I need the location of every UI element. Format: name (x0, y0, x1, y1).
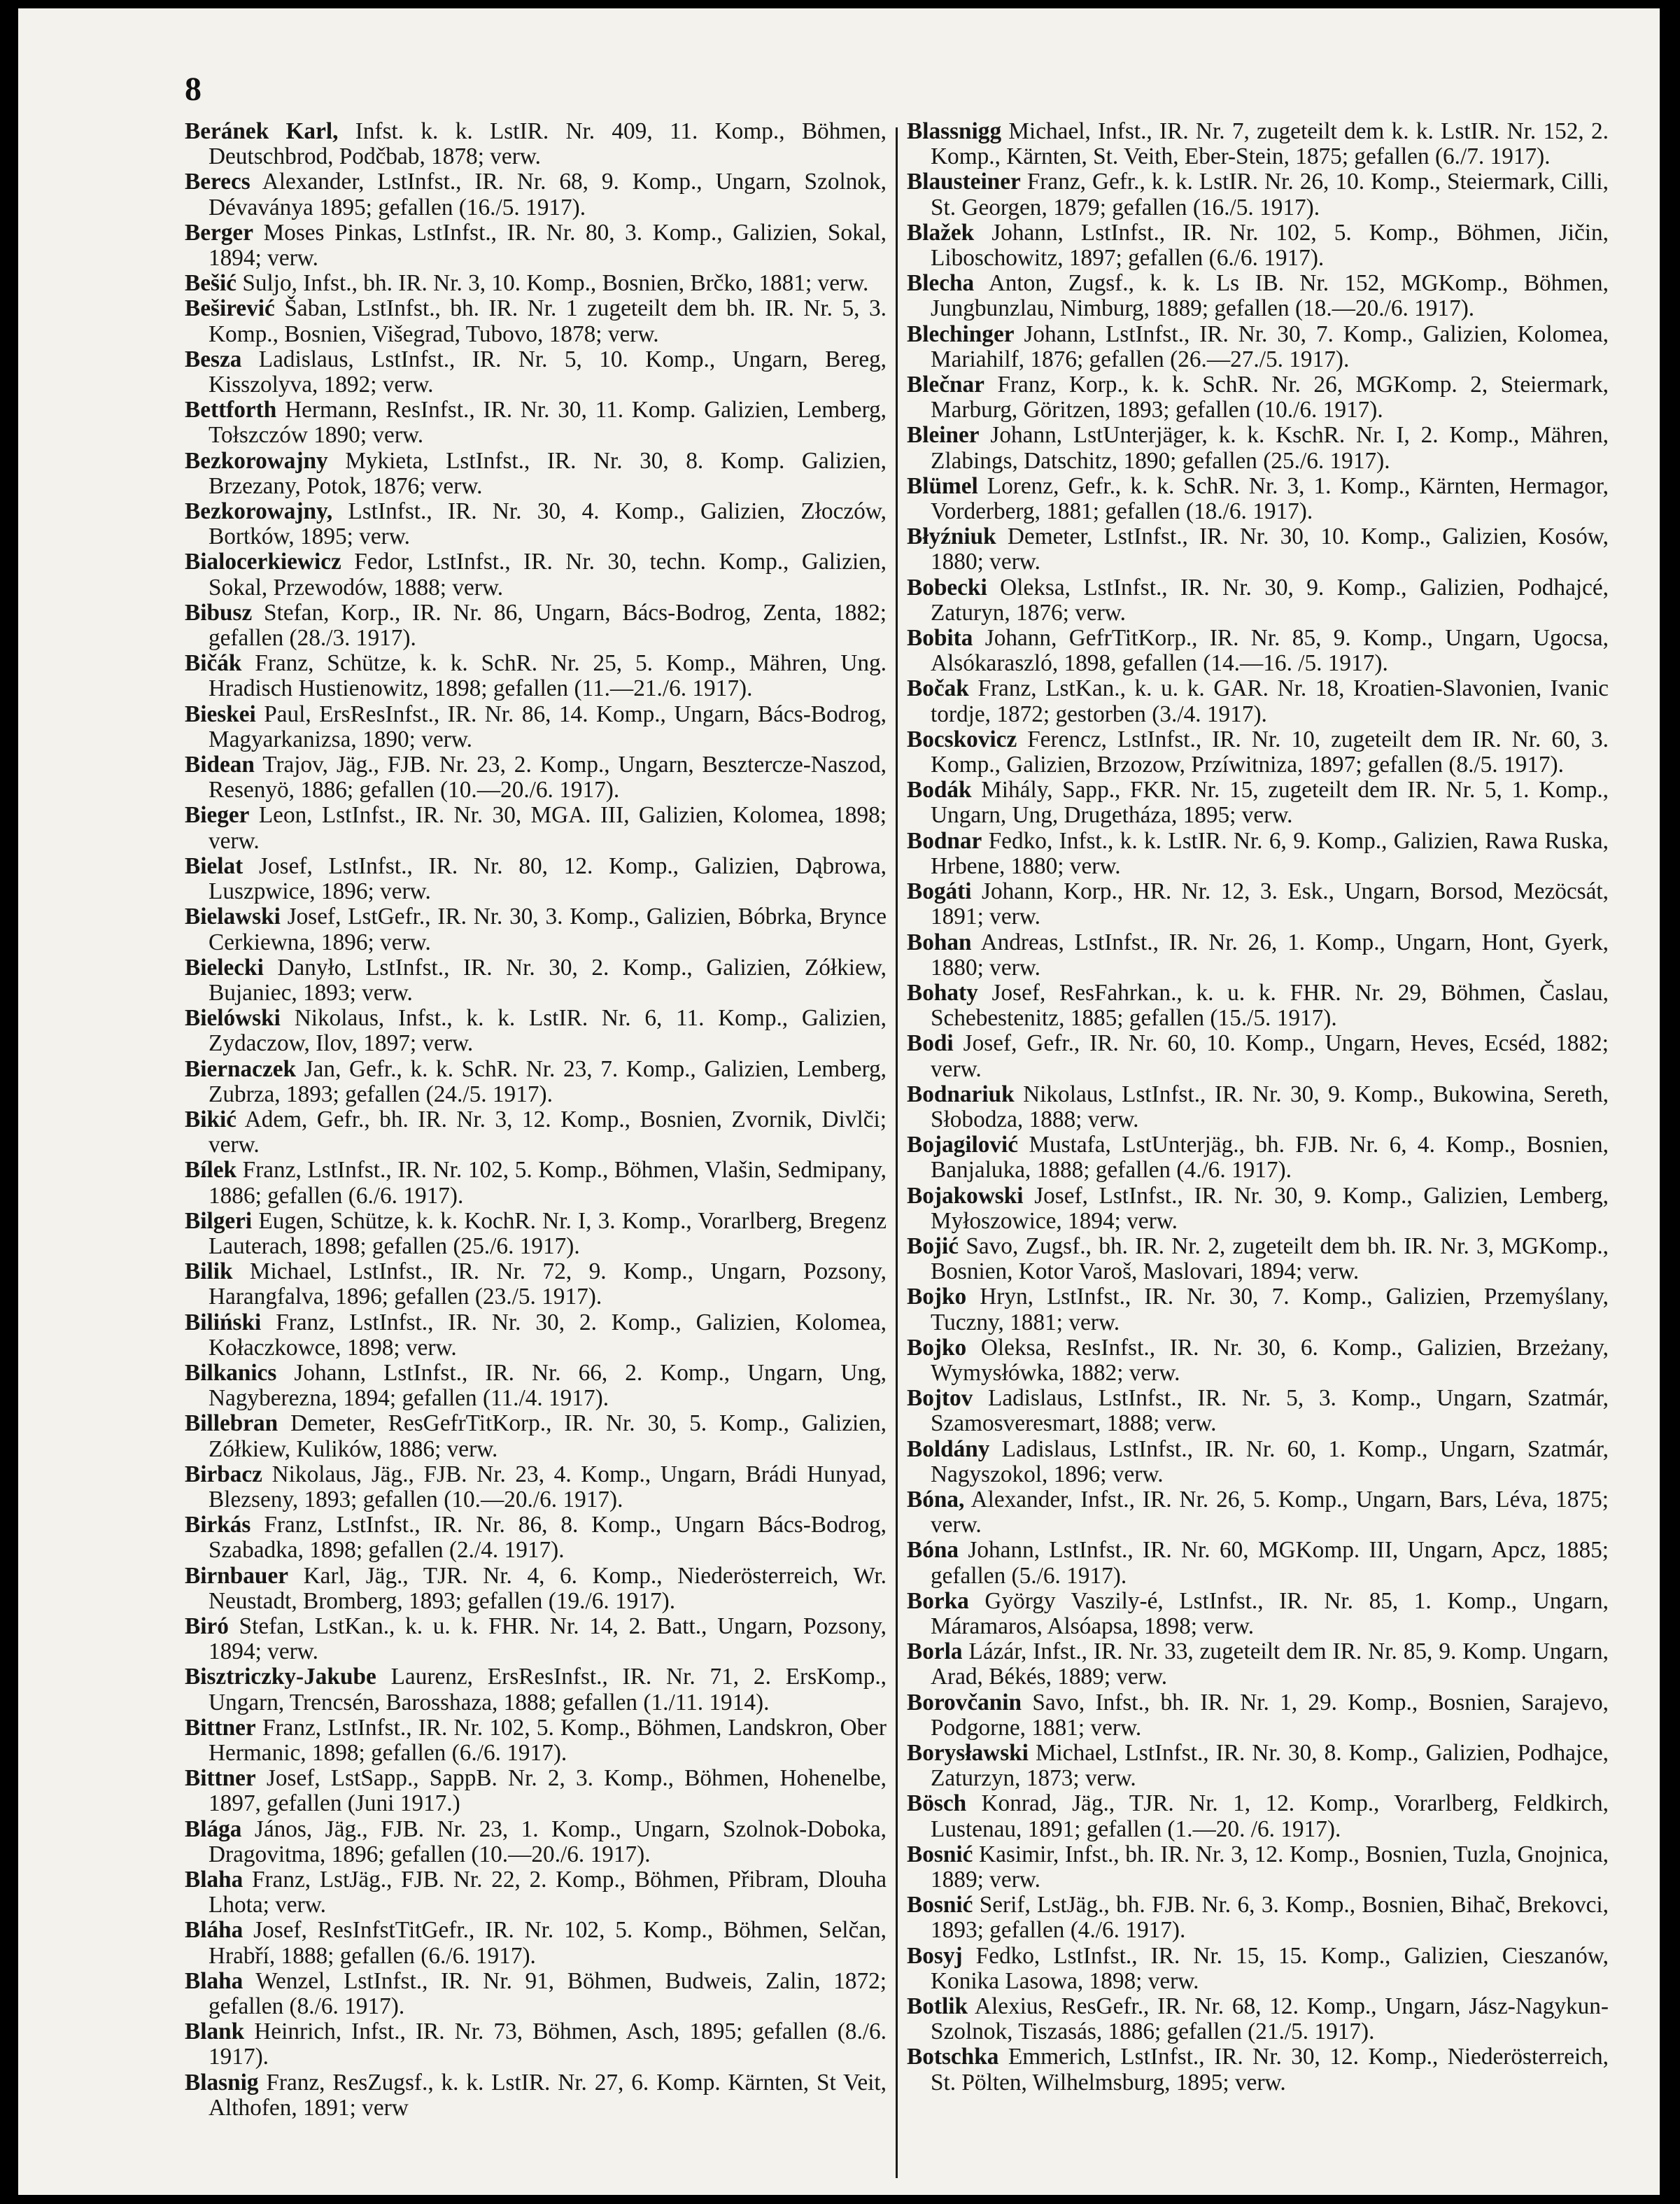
entry-surname: Bóna, (907, 1486, 965, 1512)
entry-surname: Bezkorowajny, (185, 498, 333, 525)
casualty-entry (907, 169, 1609, 220)
entry-details: Kasimir, Infst., bh. IR. Nr. 3, 12. Komp., Bosnien, Tuzla, Gnojnica, 1889; verw. (931, 1841, 1609, 1893)
entry-surname: Bettforth (185, 397, 277, 423)
entry-details: Franz, Korp., k. k. SchR. Nr. 26, MGKomp. 2, Steiermark, Marburg, Göritzen, 1893; gefallen (10./6. 1917). (931, 372, 1609, 423)
entry-details: Lázár, Infst., IR. Nr. 33, zugeteilt dem IR. Nr. 85, 9. Komp. Ungarn, Arad, Békés, 1889; verw. (931, 1638, 1609, 1690)
casualty-entry (907, 1538, 1609, 1588)
entry-surname: Bisztriczky-Jakube (185, 1664, 376, 1690)
casualty-entry (185, 1766, 887, 1816)
casualty-entry (907, 575, 1609, 626)
entry-surname: Bogáti (907, 878, 972, 905)
entry-details: Franz, ResZugsf., k. k. LstIR. Nr. 27, 6. Komp. Kärnten, St Veit, Althofen, 1891; verw (209, 2069, 887, 2121)
entry-details: Ladislaus, LstInfst., IR. Nr. 5, 10. Komp., Ungarn, Bereg, Kisszolyva, 1892; verw. (209, 346, 887, 398)
entry-surname: Beránek Karl, (185, 118, 339, 144)
entry-details: Nikolaus, Jäg., FJB. Nr. 23, 4. Komp., Ungarn, Brádi Hunyad, Blezseny, 1893; gefallen (10.—20./6. 1917). (209, 1461, 887, 1512)
casualty-entry (907, 1132, 1609, 1183)
casualty-entry (185, 1310, 887, 1361)
casualty-entry (907, 930, 1609, 981)
entry-surname: Blažek (907, 219, 975, 246)
casualty-entry (907, 879, 1609, 929)
casualty-entry (185, 220, 887, 271)
entry-surname: Bilik (185, 1258, 233, 1285)
entry-surname: Bojakowski (907, 1182, 1024, 1209)
entry-details: Johann, GefrTitKorp., IR. Nr. 85, 9. Komp., Ungarn, Ugocsa, Alsókaraszló, 1898, gefallen (14.—16. /5. 1917). (931, 625, 1609, 677)
entry-details: Nikolaus, LstInfst., IR. Nr. 30, 9. Komp., Bukowina, Sereth, Słobodza, 1888; verw. (931, 1081, 1609, 1132)
entry-surname: Billebran (185, 1410, 278, 1437)
casualty-entry (907, 1335, 1609, 1386)
casualty-entry (185, 752, 887, 803)
entry-details: Andreas, LstInfst., IR. Nr. 26, 1. Komp., Ungarn, Hont, Gyerk, 1880; verw. (931, 929, 1609, 981)
casualty-entry (185, 119, 887, 169)
entry-details: Franz, LstInfst., IR. Nr. 102, 5. Komp., Böhmen, Landskron, Ober Hermanic, 1898; gefallen (6./6. 1917). (209, 1714, 887, 1766)
entry-surname: Blaha (185, 1867, 243, 1893)
entry-surname: Bodi (907, 1030, 954, 1057)
entry-details: Eugen, Schütze, k. k. KochR. Nr. I, 3. Komp., Vorarlberg, Bregenz Lauterach, 1898; gefallen (25./6. 1917). (209, 1207, 887, 1259)
entry-details: Franz, LstInfst., IR. Nr. 86, 8. Komp., Ungarn Bács-Bodrog, Szabadka, 1898; gefallen (2./4. 1917). (209, 1512, 887, 1564)
entry-details: Demeter, LstInfst., IR. Nr. 30, 10. Komp., Galizien, Kosów, 1880; verw. (931, 524, 1609, 575)
entry-details: Fedko, Infst., k. k. LstIR. Nr. 6, 9. Komp., Galizien, Rawa Ruska, Hrbene, 1880; verw. (931, 827, 1609, 879)
entry-surname: Birbacz (185, 1461, 262, 1487)
casualty-entry (185, 271, 887, 296)
entry-details: Franz, LstKan., k. u. k. GAR. Nr. 18, Kroatien-Slavonien, Ivanic tordje, 1872; gestorben (3./4. 1917). (931, 675, 1609, 727)
entry-surname: Blausteiner (907, 169, 1021, 195)
casualty-entry (185, 1107, 887, 1158)
casualty-entry (907, 778, 1609, 828)
entry-details: Franz, LstInfst., IR. Nr. 30, 2. Komp., Galizien, Kolomea, Kołaczkowce, 1898; verw. (209, 1309, 887, 1361)
casualty-entry (185, 854, 887, 904)
casualty-entry (185, 702, 887, 752)
casualty-entry (185, 1158, 887, 1208)
entry-surname: Blečnar (907, 372, 984, 398)
entry-details: Nikolaus, Infst., k. k. LstIR. Nr. 6, 11. Komp., Galizien, Zydaczow, Ilov, 1897; verw. (209, 1005, 887, 1057)
entry-details: Adem, Gefr., bh. IR. Nr. 3, 12. Komp., Bosnien, Zvornik, Divlči; verw. (209, 1106, 887, 1158)
entry-details: Michael, LstInfst., IR. Nr. 72, 9. Komp., Ungarn, Pozsony, Harangfalva, 1896; gefallen (23./5. 1917). (209, 1258, 887, 1310)
entry-surname: Birnbauer (185, 1562, 288, 1589)
entry-surname: Bohaty (907, 979, 978, 1006)
casualty-entry (185, 1057, 887, 1107)
entry-surname: Biernaczek (185, 1055, 297, 1082)
casualty-entry (907, 220, 1609, 271)
casualty-entry (185, 1006, 887, 1056)
entry-details: Mustafa, LstUnterjäg., bh. FJB. Nr. 6, 4. Komp., Bosnien, Banjaluka, 1888; gefallen (4./6. 1917). (931, 1132, 1609, 1184)
entry-surname: Bojtov (907, 1385, 973, 1412)
entry-details: Savo, Infst., bh. IR. Nr. 1, 29. Komp., Bosnien, Sarajevo, Podgorne, 1881; verw. (931, 1689, 1609, 1741)
left-column (185, 119, 887, 2121)
casualty-entry (185, 1564, 887, 1614)
entry-surname: Birkás (185, 1512, 251, 1538)
entry-surname: Besza (185, 346, 242, 372)
casualty-entry (185, 1462, 887, 1512)
entry-surname: Bóna (907, 1537, 959, 1564)
entry-surname: Błyźniuk (907, 524, 996, 550)
entry-details: Emmerich, LstInfst., IR. Nr. 30, 12. Komp., Niederösterreich, St. Pölten, Wilhelmsburg, 1895; verw. (931, 2044, 1609, 2096)
entry-surname: Blága (185, 1816, 242, 1842)
casualty-entry (185, 904, 887, 955)
casualty-entry (907, 474, 1609, 524)
entry-surname: Bojić (907, 1233, 959, 1259)
entry-surname: Borysławski (907, 1740, 1029, 1766)
entry-details: Infst. k. k. LstIR. Nr. 409, 11. Komp., Böhmen, Deutschbrod, Podčbab, 1878; verw. (209, 118, 887, 170)
casualty-entry (185, 955, 887, 1006)
casualty-entry (185, 1411, 887, 1461)
entry-surname: Boldány (907, 1436, 990, 1462)
entry-details: Johann, Korp., HR. Nr. 12, 3. Esk., Ungarn, Borsod, Mezöcsát, 1891; verw. (931, 878, 1609, 930)
entry-surname: Blassnigg (907, 118, 1002, 144)
entry-details: Laurenz, ErsResInfst., IR. Nr. 71, 2. ErsKomp., Ungarn, Trencsén, Barosshaza, 1888; gefallen (1./11. 1914). (209, 1664, 887, 1715)
entry-surname: Bobecki (907, 574, 987, 601)
right-column (907, 119, 1609, 2096)
casualty-entry (185, 1918, 887, 1968)
casualty-entry (185, 347, 887, 398)
entry-surname: Borla (907, 1638, 963, 1665)
casualty-entry (907, 676, 1609, 727)
casualty-entry (185, 549, 887, 600)
casualty-entry (907, 322, 1609, 372)
casualty-entry (185, 1259, 887, 1310)
entry-surname: Bodák (907, 777, 972, 803)
entry-details: Josef, ResInfstTitGefr., IR. Nr. 102, 5. Komp., Böhmen, Selčan, Hrabří, 1888; gefallen (6./6. 1917). (209, 1917, 887, 1969)
entry-surname: Bosyj (907, 1942, 963, 1969)
entry-details: Franz, Gefr., k. k. LstIR. Nr. 26, 10. Komp., Steiermark, Cilli, St. Georgen, 1879; gefallen (16./5. 1917). (931, 169, 1609, 220)
casualty-entry (185, 601, 887, 651)
entry-details: Johann, LstInfst., IR. Nr. 60, MGKomp. III, Ungarn, Apcz, 1885; gefallen (5./6. 1917). (931, 1537, 1609, 1589)
entry-details: Josef, LstInfst., IR. Nr. 30, 9. Komp., Galizien, Lemberg, Myłoszowice, 1894; verw. (931, 1182, 1609, 1234)
casualty-entry (907, 1893, 1609, 1943)
entry-details: Stefan, Korp., IR. Nr. 86, Ungarn, Bács-Bodrog, Zenta, 1882; gefallen (28./3. 1917). (209, 599, 887, 652)
casualty-entry (185, 2019, 887, 2070)
entry-surname: Bieskei (185, 701, 256, 727)
casualty-entry (907, 119, 1609, 169)
entry-surname: Bielawski (185, 904, 281, 930)
entry-details: Johann, LstUnterjäger, k. k. KschR. Nr. I, 2. Komp., Mähren, Zlabings, Datschitz, 1890; gefallen (25./6. 1917). (931, 422, 1609, 474)
casualty-entry (907, 1741, 1609, 1791)
casualty-entry (907, 1234, 1609, 1284)
casualty-entry (185, 1817, 887, 1867)
entry-details: Alexius, ResGefr., IR. Nr. 68, 12. Komp., Ungarn, Jász-Nagykun-Szolnok, Tiszasás, 1886; gefallen (21./5. 1917). (931, 1993, 1609, 2045)
entry-surname: Bešić (185, 270, 237, 297)
casualty-entry (185, 169, 887, 220)
casualty-entry (185, 1867, 887, 1918)
entry-details: Josef, Gefr., IR. Nr. 60, 10. Komp., Ungarn, Heves, Ecséd, 1882; verw. (931, 1030, 1609, 1082)
entry-surname: Blasnig (185, 2069, 259, 2096)
entry-surname: Bielecki (185, 954, 264, 981)
casualty-entry (907, 372, 1609, 423)
entry-details: Alexander, Infst., IR. Nr. 26, 5. Komp., Ungarn, Bars, Léva, 1875; verw. (931, 1486, 1609, 1538)
entry-surname: Blank (185, 2019, 245, 2045)
casualty-entry (185, 499, 887, 549)
entry-surname: Blecha (907, 270, 975, 297)
entry-details: Serif, LstJäg., bh. FJB. Nr. 6, 3. Komp., Bosnien, Bihač, Brekovci, 1893; gefallen (4./6. 1917). (931, 1892, 1609, 1944)
entry-surname: Bojko (907, 1284, 967, 1310)
entry-surname: Bielat (185, 852, 243, 879)
column-divider (896, 127, 898, 2178)
casualty-entry (907, 1082, 1609, 1132)
casualty-entry (907, 1842, 1609, 1893)
entry-details: Oleksa, ResInfst., IR. Nr. 30, 6. Komp., Galizien, Brzeżany, Wymysłówka, 1882; verw. (931, 1334, 1609, 1386)
casualty-entry (907, 1639, 1609, 1690)
entry-surname: Bocskovicz (907, 726, 1017, 752)
casualty-entry (907, 524, 1609, 575)
entry-details: Heinrich, Infst., IR. Nr. 73, Böhmen, Asch, 1895; gefallen (8./6. 1917). (209, 2019, 887, 2070)
entry-surname: Biliński (185, 1309, 262, 1335)
entry-details: Leon, LstInfst., IR. Nr. 30, MGA. III, Galizien, Kolomea, 1898; verw. (209, 802, 887, 854)
entry-surname: Bikić (185, 1106, 237, 1132)
entry-details: Ladislaus, LstInfst., IR. Nr. 5, 3. Komp., Ungarn, Szatmár, Szamosveresmart, 1888; verw. (931, 1385, 1609, 1437)
entry-surname: Blechinger (907, 321, 1015, 347)
entry-details: Wenzel, LstInfst., IR. Nr. 91, Böhmen, Budweis, Zalin, 1872; gefallen (8./6. 1917). (209, 1967, 887, 2020)
casualty-entry (907, 1791, 1609, 1841)
entry-surname: Bezkorowajny (185, 447, 328, 474)
casualty-entry (185, 1361, 887, 1411)
casualty-entry (907, 1487, 1609, 1538)
casualty-entry (907, 1184, 1609, 1234)
entry-details: Ferencz, LstInfst., IR. Nr. 10, zugeteilt dem IR. Nr. 60, 3. Komp., Galizien, Brzozow, Przíwitniza, 1897; gefallen (8./5. 1917). (931, 726, 1609, 778)
entry-details: Demeter, ResGefrTitKorp., IR. Nr. 30, 5. Komp., Galizien, Zółkiew, Kulików, 1886; verw. (209, 1410, 887, 1462)
casualty-entry (907, 1437, 1609, 1487)
casualty-entry (907, 1589, 1609, 1639)
casualty-entry (185, 1209, 887, 1259)
entry-details: Stefan, LstKan., k. u. k. FHR. Nr. 14, 2. Batt., Ungarn, Pozsony, 1894; verw. (209, 1613, 887, 1665)
entry-surname: Berger (185, 219, 253, 246)
casualty-entry (185, 651, 887, 701)
entry-details: György Vaszily-é, LstInfst., IR. Nr. 85, 1. Komp., Ungarn, Máramaros, Alsóapsa, 1898; verw. (931, 1587, 1609, 1639)
entry-details: Moses Pinkas, LstInfst., IR. Nr. 80, 3. Komp., Galizien, Sokal, 1894; verw. (209, 219, 887, 272)
casualty-entry (907, 1386, 1609, 1436)
entry-details: János, Jäg., FJB. Nr. 23, 1. Komp., Ungarn, Szolnok-Doboka, Dragovitma, 1896; gefallen (10.—20./6. 1917). (209, 1816, 887, 1867)
entry-details: Savo, Zugsf., bh. IR. Nr. 2, zugeteilt dem bh. IR. Nr. 3, MGKomp., Bosnien, Kotor Varoš, Maslovari, 1894; verw. (931, 1233, 1609, 1285)
entry-details: Josef, LstInfst., IR. Nr. 80, 12. Komp., Galizien, Dąbrowa, Luszpwice, 1896; verw. (209, 852, 887, 905)
entry-surname: Bittner (185, 1765, 256, 1792)
entry-details: Paul, ErsResInfst., IR. Nr. 86, 14. Komp., Ungarn, Bács-Bodrog, Magyarkanizsa, 1890; verw. (209, 701, 887, 752)
entry-details: Franz, LstJäg., FJB. Nr. 22, 2. Komp., Böhmen, Přibram, Dlouha Lhota; verw. (209, 1867, 887, 1918)
entry-details: Trajov, Jäg., FJB. Nr. 23, 2. Komp., Ungarn, Besztercze-Naszod, Resenyö, 1886; gefallen (10.—20./6. 1917). (209, 752, 887, 803)
entry-surname: Bittner (185, 1714, 256, 1741)
casualty-entry (185, 1614, 887, 1664)
entry-surname: Blaha (185, 1967, 243, 1994)
casualty-entry (907, 1031, 1609, 1081)
entry-details: Mihály, Sapp., FKR. Nr. 15, zugeteilt dem IR. Nr. 5, 1. Komp., Ungarn, Ung, Drugetháza, 1895; verw. (931, 777, 1609, 829)
document-page (18, 8, 1660, 2195)
casualty-entry (185, 1969, 887, 2019)
casualty-entry (907, 829, 1609, 879)
casualty-entry (907, 1690, 1609, 1741)
entry-surname: Bojko (907, 1334, 967, 1361)
entry-surname: Bičák (185, 650, 242, 677)
entry-details: Suljo, Infst., bh. IR. Nr. 3, 10. Komp., Bosnien, Brčko, 1881; verw. (242, 270, 869, 297)
entry-details: Oleksa, LstInfst., IR. Nr. 30, 9. Komp., Galizien, Podhajcé, Zaturyn, 1876; verw. (931, 574, 1609, 626)
casualty-entry (907, 2044, 1609, 2095)
casualty-entry (185, 803, 887, 853)
entry-details: Michael, Infst., IR. Nr. 7, zugeteilt dem k. k. LstIR. Nr. 152, 2. Komp., Kärnten, St. Veith, Eber-Stein, 1875; gefallen (6./7. 1917). (931, 118, 1609, 170)
entry-surname: Biró (185, 1613, 229, 1639)
entry-surname: Bojagilović (907, 1132, 1019, 1158)
entry-details: Hermann, ResInfst., IR. Nr. 30, 11. Komp. Galizien, Lemberg, Tołszczów 1890; verw. (209, 397, 887, 449)
entry-surname: Bohan (907, 929, 972, 955)
entry-surname: Bleiner (907, 422, 980, 449)
entry-details: Lorenz, Gefr., k. k. SchR. Nr. 3, 1. Komp., Kärnten, Hermagor, Vorderberg, 1881; gefallen (18./6. 1917). (931, 472, 1609, 525)
entry-details: Šaban, LstInfst., bh. IR. Nr. 1 zugeteilt dem bh. IR. Nr. 5, 3. Komp., Bosnien, Višegrad, Tubovo, 1878; verw. (209, 295, 887, 347)
entry-surname: Bodnar (907, 827, 982, 854)
entry-details: Josef, LstSapp., SappB. Nr. 2, 3. Komp., Böhmen, Hohenelbe, 1897, gefallen (Juni 1917.) (209, 1765, 887, 1817)
casualty-entry (907, 1944, 1609, 1994)
entry-details: Fedor, LstInfst., IR. Nr. 30, techn. Komp., Galizien, Sokal, Przewodów, 1888; verw. (209, 549, 887, 601)
casualty-entry (907, 423, 1609, 473)
entry-surname: Botlik (907, 1993, 968, 2020)
entry-surname: Bobita (907, 625, 973, 652)
entry-surname: Bosnić (907, 1892, 973, 1918)
entry-details: Konrad, Jäg., TJR. Nr. 1, 12. Komp., Vorarlberg, Feldkirch, Lustenau, 1891; gefallen (1.—20. /6. 1917). (931, 1790, 1609, 1842)
entry-details: Fedko, LstInfst., IR. Nr. 15, 15. Komp., Galizien, Cieszanów, Konika Lasowa, 1898; verw. (931, 1942, 1609, 1994)
entry-details: Mykieta, LstInfst., IR. Nr. 30, 8. Komp. Galizien, Brzezany, Potok, 1876; verw. (209, 447, 887, 499)
casualty-entry (185, 296, 887, 346)
entry-surname: Bilkanics (185, 1359, 277, 1386)
entry-details: LstInfst., IR. Nr. 30, 4. Komp., Galizien, Złoczów, Bortków, 1895; verw. (209, 498, 887, 550)
entry-details: Michael, LstInfst., IR. Nr. 30, 8. Komp., Galizien, Podhajce, Zaturzyn, 1873; verw. (931, 1740, 1609, 1792)
casualty-entry (185, 398, 887, 448)
entry-surname: Berecs (185, 169, 250, 195)
entry-surname: Bialocerkiewicz (185, 549, 341, 575)
casualty-entry (907, 271, 1609, 321)
casualty-entry (185, 449, 887, 499)
entry-details: Franz, Schütze, k. k. SchR. Nr. 25, 5. Komp., Mähren, Ung. Hradisch Hustienowitz, 1898; gefallen (11.—21./6. 1917). (209, 650, 887, 702)
entry-surname: Borovčanin (907, 1689, 1022, 1715)
casualty-entry (907, 626, 1609, 676)
casualty-entry (185, 1664, 887, 1715)
entry-details: Josef, ResFahrkan., k. u. k. FHR. Nr. 29, Böhmen, Časlau, Schebestenitz, 1885; gefallen (15./5. 1917). (931, 979, 1609, 1032)
entry-surname: Bilgeri (185, 1207, 253, 1234)
entry-details: Johann, LstInfst., IR. Nr. 30, 7. Komp., Galizien, Kolomea, Mariahilf, 1876; gefallen (26.—27./5. 1917). (931, 321, 1609, 372)
entry-details: Karl, Jäg., TJR. Nr. 4, 6. Komp., Niederösterreich, Wr. Neustadt, Bromberg, 1893; gefallen (19./6. 1917). (209, 1562, 887, 1614)
entry-details: Alexander, LstInfst., IR. Nr. 68, 9. Komp., Ungarn, Szolnok, Dévaványa 1895; gefallen (16./5. 1917). (209, 169, 887, 220)
entry-details: Ladislaus, LstInfst., IR. Nr. 60, 1. Komp., Ungarn, Szatmár, Nagyszokol, 1896; verw. (931, 1436, 1609, 1487)
entry-details: Anton, Zugsf., k. k. Ls IB. Nr. 152, MGKomp., Böhmen, Jungbunzlau, Nimburg, 1889; gefallen (18.—20./6. 1917). (931, 270, 1609, 322)
entry-surname: Bösch (907, 1790, 967, 1817)
entry-surname: Bláha (185, 1917, 243, 1944)
casualty-entry (907, 1284, 1609, 1335)
casualty-entry (185, 1512, 887, 1563)
entry-details: Franz, LstInfst., IR. Nr. 102, 5. Komp., Böhmen, Vlašin, Sedmipany, 1886; gefallen (6./6. 1917). (209, 1157, 887, 1209)
entry-surname: Blümel (907, 472, 978, 499)
page-number: 8 (185, 71, 202, 108)
entry-surname: Bielówski (185, 1005, 281, 1032)
entry-surname: Bibusz (185, 599, 253, 626)
entry-surname: Bočak (907, 675, 969, 702)
entry-surname: Bílek (185, 1157, 237, 1184)
casualty-entry (907, 727, 1609, 778)
entry-surname: Bodnariuk (907, 1081, 1015, 1107)
entry-details: Hryn, LstInfst., IR. Nr. 30, 7. Komp., Galizien, Przemyślany, Tuczny, 1881; verw. (931, 1284, 1609, 1335)
entry-surname: Bidean (185, 752, 255, 778)
entry-surname: Bosnić (907, 1841, 973, 1867)
entry-details: Josef, LstGefr., IR. Nr. 30, 3. Komp., Galizien, Bóbrka, Brynce Cerkiewna, 1896; verw. (209, 904, 887, 955)
casualty-entry (907, 1994, 1609, 2044)
entry-surname: Bieger (185, 802, 250, 829)
casualty-entry (185, 2070, 887, 2121)
casualty-entry (185, 1715, 887, 1766)
entry-details: Johann, LstInfst., IR. Nr. 66, 2. Komp., Ungarn, Ung, Nagyberezna, 1894; gefallen (11./4. 1917). (209, 1359, 887, 1412)
entry-surname: Borka (907, 1587, 969, 1614)
entry-details: Danyło, LstInfst., IR. Nr. 30, 2. Komp., Galizien, Zółkiew, Bujaniec, 1893; verw. (209, 954, 887, 1006)
casualty-entry (907, 981, 1609, 1031)
entry-details: Jan, Gefr., k. k. SchR. Nr. 23, 7. Komp., Galizien, Lemberg, Zubrza, 1893; gefallen (24./5. 1917). (209, 1055, 887, 1107)
entry-surname: Beširević (185, 295, 275, 322)
entry-surname: Botschka (907, 2044, 999, 2070)
entry-details: Johann, LstInfst., IR. Nr. 102, 5. Komp., Böhmen, Jičin, Liboschowitz, 1897; gefallen (6./6. 1917). (931, 219, 1609, 272)
